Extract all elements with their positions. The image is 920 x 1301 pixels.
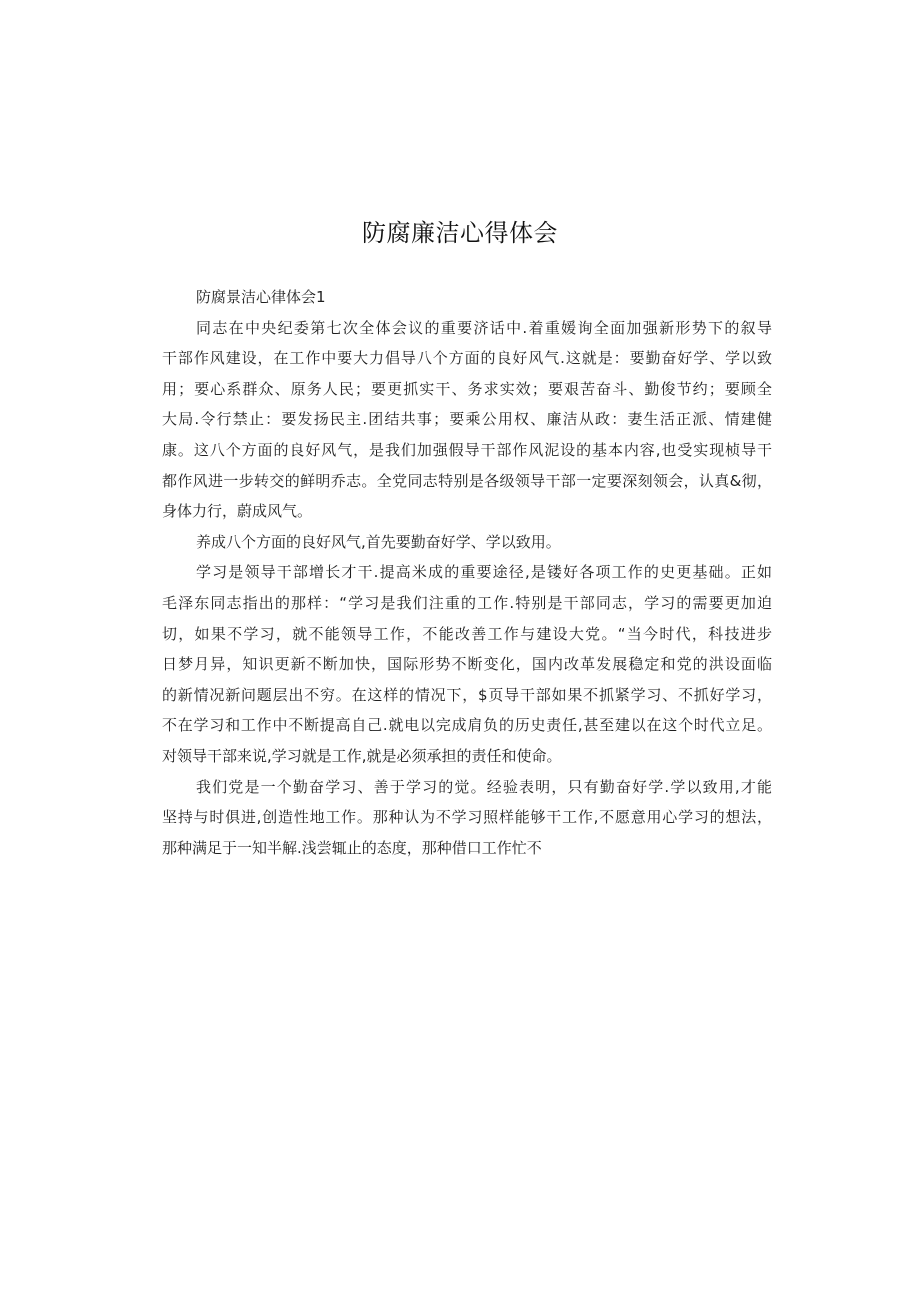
paragraph-line: 的新情况新问题层出不穷。在这样的情况下，$页导干部如果不抓紧学习、不抓好学习， <box>162 685 772 704</box>
paragraph-line: 大局.令行禁止：要发扬民主.团结共事；要乘公用权、廉洁从政：妻生活正派、情建健 <box>162 410 772 429</box>
document-body <box>162 282 772 863</box>
paragraph-4 <box>162 772 772 864</box>
paragraph-line: 养成八个方面的良好风气,首先要勤奋好学、学以致用。 <box>196 532 561 551</box>
paragraph-line: 那种满足于一知半解.浅尝辄止的态度，那种借口工作忙不 <box>162 838 542 857</box>
paragraph-line: 都作风进一步转交的鲜明乔志。全党同志特别是各级领导干部一定要深刻领会，认真&彻， <box>162 471 772 490</box>
paragraph-2 <box>162 527 772 558</box>
paragraph-line: 同志在中央纪委第七次全体会议的重要济话中.着重媛询全面加强新形势下的叙导 <box>196 318 772 337</box>
paragraph-line: 我们党是一个勤奋学习、善于学习的觉。经验表明，只有勤奋好学.学以致用,才能 <box>196 777 772 796</box>
document-title: 防腐廉洁心得体会 <box>362 219 558 247</box>
paragraph-line: 日梦月异，知识更新不断加快，国际形势不断变化，国内改革发展稳定和党的洪设面临 <box>162 655 772 674</box>
paragraph-line: 身体力行，蔚成风气。 <box>162 502 313 521</box>
paragraph-1 <box>162 313 772 527</box>
paragraph-line: 干部作风建设，在工作中要大力倡导八个方面的良好风气.这就是：要勤奋好学、学以致 <box>162 349 772 368</box>
paragraph-line: 康。这八个方面的良好风气，是我们加强假导干部作风泥设的基本内容,也受实现桢导干 <box>162 440 772 459</box>
paragraph-line: 用；要心系群众、原务人民；要更抓实干、务求实效；要艰苦奋斗、勤俊节约；要顾全 <box>162 379 772 398</box>
paragraph-line: 坚持与时俱进,创造性地工作。那种认为不学习照样能够干工作,不愿意用心学习的想法， <box>162 808 772 827</box>
paragraph-line: 切，如果不学习，就不能领导工作，不能改善工作与建设大党。“当今时代，科技进步 <box>162 624 772 643</box>
paragraph-line: 学习是领导干部增长才干.提高米成的重要途径,是镂好各项工作的史更基础。正如 <box>196 563 772 582</box>
section-subtitle: 防腐景洁心律体会1 <box>196 288 326 306</box>
paragraph-line: 不在学习和工作中不断提高自己.就电以完成肩负的历史责任,甚至建以在这个时代立足。 <box>162 716 772 735</box>
paragraph-line: 毛泽东同志指出的那样：“学习是我们注重的工作.特别是干部同志，学习的需要更加迫 <box>162 593 772 612</box>
paragraph-3 <box>162 557 772 771</box>
paragraph-line: 对领导干部来说,学习就是工作,就是必须承担的责任和使命。 <box>162 746 562 765</box>
